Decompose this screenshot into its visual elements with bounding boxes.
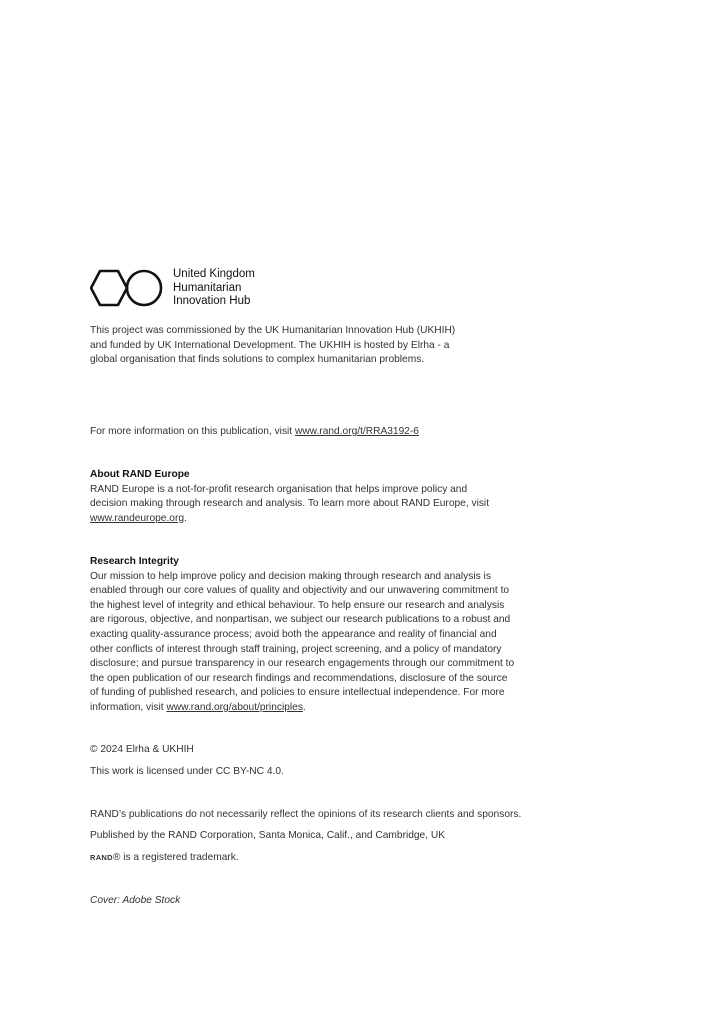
commission-line-2: and funded by UK International Development. The UKHIH is hosted by Elrha - a [90, 339, 450, 351]
integrity-last-prefix: information, visit [90, 701, 167, 713]
ukhih-hexagon-loop-icon [90, 268, 164, 308]
principles-link[interactable]: www.rand.org/about/principles [166, 701, 303, 713]
logo-wordmark [173, 268, 255, 309]
commission-line-3: global organisation that finds solutions to complex humanitarian problems. [90, 354, 425, 366]
integrity-line: enabled through our core values of quality and objectivity and our unwavering commitment to [90, 585, 510, 597]
trademark-notice [90, 851, 560, 866]
commission-paragraph [90, 324, 560, 368]
logo-line-1: United Kingdom [173, 268, 255, 280]
integrity-line: of funding of published research, and policies to ensure intellectual independence. For more [90, 687, 505, 699]
randeurope-link[interactable]: www.randeurope.org [90, 512, 185, 524]
more-info-prefix: For more information on this publication, visit [90, 426, 295, 437]
integrity-line: exacting quality-assurance process; avoid both the appearance and reality of financial and [90, 628, 497, 640]
integrity-heading: Research Integrity [90, 556, 179, 567]
ukhih-logo [90, 268, 255, 309]
logo-line-3: Innovation Hub [173, 295, 251, 307]
trademark-text: ® is a registered trademark. [112, 852, 239, 863]
publication-link[interactable]: www.rand.org/t/RRA3192-6 [294, 426, 419, 437]
about-suffix: . [184, 512, 187, 524]
commission-line-1: This project was commissioned by the UK Humanitarian Innovation Hub (UKHIH) [90, 325, 456, 336]
about-heading: About RAND Europe [90, 469, 190, 480]
about-rand-europe [90, 468, 560, 526]
copyright-notice: © 2024 Elrha & UKHIH [90, 744, 194, 755]
integrity-line: the highest level of integrity and ethical behaviour. To help ensure our research and analysis [90, 599, 505, 611]
more-info-line [90, 425, 560, 440]
license-notice: This work is licensed under CC BY-NC 4.0. [90, 766, 284, 777]
cover-credit: Cover: Adobe Stock [90, 895, 181, 906]
integrity-line: Our mission to help improve policy and decision making through research and analysis is [90, 570, 491, 582]
integrity-line: are rigorous, objective, and nonpartisan, we subject our research publications to a robust and [90, 614, 511, 626]
integrity-line: the open publication of our research findings and recommendations, disclosure of the source [90, 672, 508, 684]
about-line-1: RAND Europe is a not-for-profit research organisation that helps improve policy and [90, 483, 468, 495]
rand-disclaimer: RAND’s publications do not necessarily reflect the opinions of its research clients and sponsors. [90, 809, 522, 820]
about-line-2: decision making through research and analysis. To learn more about RAND Europe, visit [90, 498, 490, 510]
rand-wordmark: RAND [90, 853, 113, 862]
integrity-line: disclosure; and pursue transparency in our research engagements through our commitment to [90, 658, 515, 670]
research-integrity [90, 555, 560, 716]
logo-line-2: Humanitarian [173, 281, 242, 294]
integrity-suffix: . [302, 701, 306, 713]
published-by: Published by the RAND Corporation, Santa Monica, Calif., and Cambridge, UK [90, 830, 446, 841]
integrity-line: other conflicts of interest through staff training, project screening, and a policy of mandatory [90, 643, 502, 655]
